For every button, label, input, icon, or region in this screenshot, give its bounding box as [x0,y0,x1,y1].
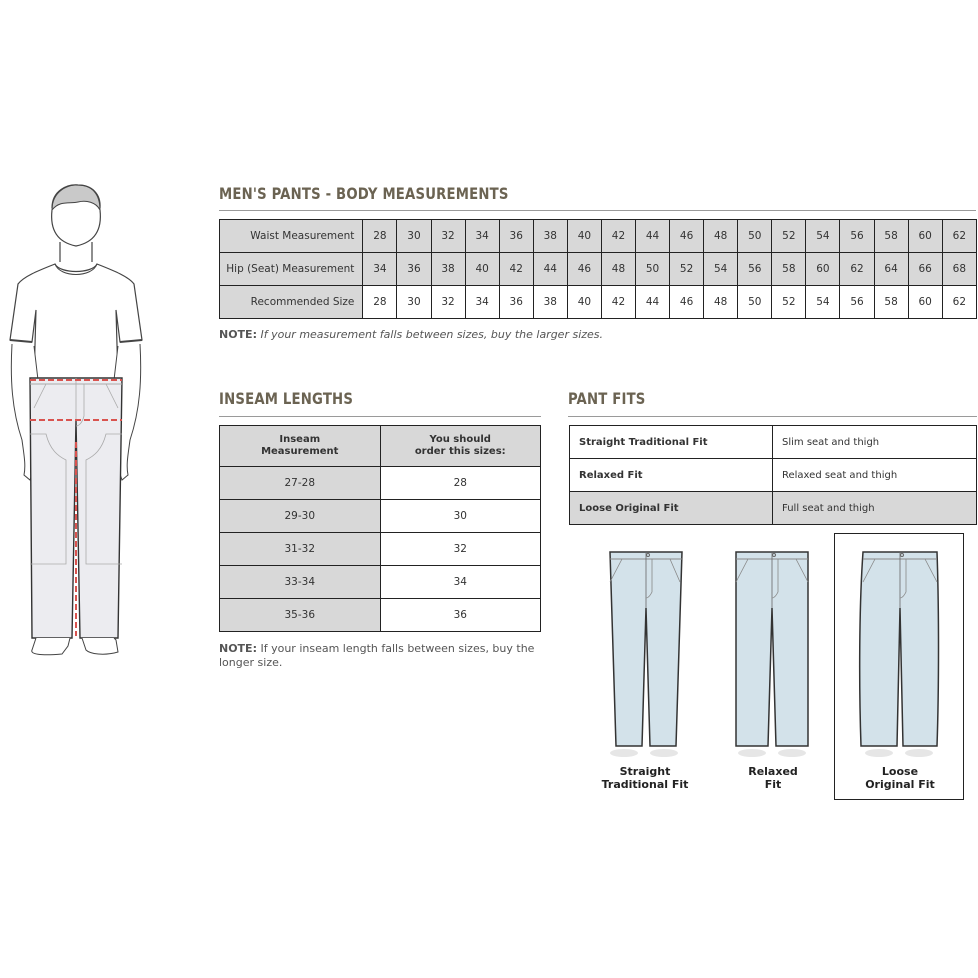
cell: 30 [397,220,431,253]
cell: 46 [567,253,601,286]
cell: 50 [636,253,670,286]
inseam-header-size [380,426,541,467]
table-row [220,533,541,566]
cell: 54 [806,286,840,319]
cell: 62 [942,286,976,319]
caption-line: Straight [619,765,671,778]
cell: 40 [567,220,601,253]
cell: 48 [704,220,738,253]
straight-fit-caption [590,765,700,791]
table-row [570,426,977,459]
man-figure-icon [0,180,160,660]
loose-fit-illustration [855,548,945,798]
inseam-measurement: 33-34 [220,566,381,599]
note-text: longer size. [219,656,283,669]
inseam-size: 30 [380,500,541,533]
cell: 50 [738,286,772,319]
cell: 56 [738,253,772,286]
cell: 58 [874,220,908,253]
cell: 58 [772,253,806,286]
inseam-size: 36 [380,599,541,632]
inseam-measurement: 29-30 [220,500,381,533]
loose-pants-icon [855,548,945,758]
caption-line: Fit [764,778,782,791]
fit-name: Straight Traditional Fit [570,426,773,459]
cell: 56 [840,220,874,253]
cell: 64 [874,253,908,286]
body-measurements-note [219,328,603,341]
cell: 28 [363,286,397,319]
cell: 52 [772,286,806,319]
relaxed-pants-icon [728,548,818,758]
cell: 42 [601,220,635,253]
loose-fit-caption [845,765,955,791]
cell: 62 [942,220,976,253]
relaxed-fit-caption [718,765,828,791]
table-row [220,599,541,632]
cell: 60 [908,220,942,253]
relaxed-fit-illustration [728,548,818,798]
cell: 34 [465,220,499,253]
caption-line: Original Fit [865,778,935,791]
note-label: NOTE: [219,642,257,655]
cell: 44 [533,253,567,286]
cell: 52 [670,253,704,286]
cell: 36 [499,220,533,253]
cell: 28 [363,220,397,253]
cell: 62 [840,253,874,286]
cell: 68 [942,253,976,286]
table-row-hip [220,253,977,286]
inseam-size: 32 [380,533,541,566]
row-label: Waist Measurement [220,220,363,253]
cell: 44 [636,220,670,253]
cell: 58 [874,286,908,319]
cell: 46 [670,220,704,253]
cell: 36 [397,253,431,286]
cell: 50 [738,220,772,253]
cell: 34 [363,253,397,286]
cell: 32 [431,220,465,253]
cell: 32 [431,286,465,319]
inseam-measurement: 31-32 [220,533,381,566]
inseam-size: 28 [380,467,541,500]
inseam-header-row [220,426,541,467]
straight-fit-illustration [600,548,690,798]
note-text: If your inseam length falls between sizes, buy the [256,642,535,655]
cell: 40 [465,253,499,286]
row-label: Recommended Size [220,286,363,319]
title-divider [219,210,976,211]
cell: 46 [670,286,704,319]
fit-name: Loose Original Fit [570,492,773,525]
straight-pants-icon [600,548,690,758]
cell: 36 [499,286,533,319]
cell: 52 [772,220,806,253]
header-line: You should [429,434,491,445]
cell: 44 [636,286,670,319]
cell: 38 [533,220,567,253]
cell: 60 [806,253,840,286]
cell: 42 [499,253,533,286]
cell: 54 [806,220,840,253]
table-row [220,467,541,500]
pant-fits-table [569,425,977,525]
note-label: NOTE: [219,328,257,341]
cell: 48 [704,286,738,319]
caption-line: Loose [881,765,919,778]
cell: 66 [908,253,942,286]
cell: 56 [840,286,874,319]
cell: 34 [465,286,499,319]
note-text: If your measurement falls between sizes, buy the larger sizes. [256,328,604,341]
pant-fits-divider [568,416,977,417]
table-row [570,492,977,525]
row-label: Hip (Seat) Measurement [220,253,363,286]
header-line: order this sizes: [414,446,506,457]
fit-desc: Slim seat and thigh [773,426,977,459]
header-line: Measurement [261,446,339,457]
body-measurements-title: MEN'S PANTS - BODY MEASUREMENTS [219,184,509,203]
inseam-measurement: 27-28 [220,467,381,500]
table-row [570,459,977,492]
body-measurements-table [219,219,977,319]
inseam-title: INSEAM LENGTHS [219,389,354,408]
inseam-divider [219,416,541,417]
inseam-size: 34 [380,566,541,599]
fit-desc: Full seat and thigh [773,492,977,525]
cell: 40 [567,286,601,319]
caption-line: Relaxed [748,765,798,778]
caption-line: Traditional Fit [601,778,689,791]
cell: 54 [704,253,738,286]
header-line: Inseam [279,434,321,445]
cell: 42 [601,286,635,319]
table-row [220,566,541,599]
cell: 38 [431,253,465,286]
cell: 60 [908,286,942,319]
body-figure-illustration [0,180,160,660]
table-row [220,500,541,533]
fit-desc: Relaxed seat and thigh [773,459,977,492]
fit-name: Relaxed Fit [570,459,773,492]
inseam-table [219,425,541,632]
cell: 48 [601,253,635,286]
table-row-recommended [220,286,977,319]
cell: 30 [397,286,431,319]
pant-fits-title: PANT FITS [568,389,646,408]
inseam-measurement: 35-36 [220,599,381,632]
table-row-waist [220,220,977,253]
cell: 38 [533,286,567,319]
inseam-note [219,642,534,670]
inseam-header-measurement [220,426,381,467]
